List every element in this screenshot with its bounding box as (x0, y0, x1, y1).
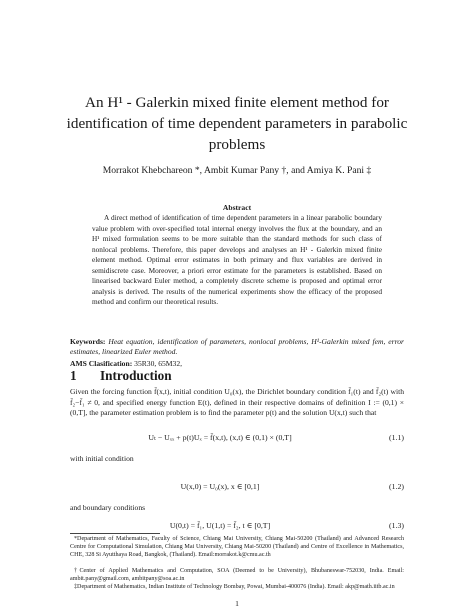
footnote-1: *Department of Mathematics, Faculty of Science, Chiang Mai University, Chiang Mai-50200 (Thailand) and Advanced Research Centre for Computational Simulation, Chiang Mai University, Chiang Mai-50200 (Thailand) and Centre of Excellence in Mathematics, CHE, 328 Si Ayutthaya Road, Bangkok, (Thailand). Email:morrakot.k@cmu.ac.th (70, 536, 404, 558)
intro-paragraph-1: Given the forcing function f̄(x,t), initial condition U₀(x), the Dirichlet boundary condition f̄₁(t) and f̄₂(t) with f̄₂−f̄₁ ≠ 0, and specified energy function E(t), defined in their respective domains of definition I := (0,1) × (0,T], the parameter estimation problem is to find the parameter p(t) and the solution U(x,t) such that (70, 387, 404, 418)
equation-body: U(0,t) = f̄₁, U(1,t) = f̄₂, t ∈ [0,T] (169, 521, 271, 530)
keywords (70, 337, 404, 358)
footnote-2: †Center of Applied Mathematics and Computation, SOA (Deemed to be University), Bhubaneswar-752030, India. Email: ambit.pany@gmail.com, ambitpany@soa.ac.in (70, 568, 404, 582)
equation-1-2 (70, 482, 404, 494)
footnote-3: ‡Department of Mathematics, Indian Institute of Technology Bombay, Powai, Mumbai-400076 (India). Email: akp@math.iitb.ac.in (74, 584, 395, 590)
page-number: 1 (235, 599, 239, 608)
author-list: Morrakot Khebchareon *, Ambit Kumar Pany †, and Amiya K. Pani ‡ (102, 165, 372, 176)
section-heading (70, 368, 172, 384)
title-line-3: problems (208, 136, 266, 153)
paper-title (30, 92, 444, 155)
equation-tag: (1.3) (389, 521, 404, 530)
equation-body: U(x,0) = U₀(x), x ∈ [0,1] (180, 482, 260, 491)
section-number: 1 (70, 368, 77, 383)
ams-classification (70, 359, 404, 368)
title-line-2: identification of time dependent parameters in parabolic (66, 115, 408, 132)
abstract-text: A direct method of identification of time dependent parameters in a linear parabolic boundary value problem with over-specified total internal energy involves the flux at the boundary, and an H¹ mixed formulation seems to be more suitable than the standard methods for such class of nonlocal problems. Therefore, this paper develops and analyses an H¹ - Galerkin mixed finite element method. Optimal error estimates in both primary and flux variables are derived in semidiscrete case. Moreover, a priori error estimate for the parameters is established. Based on linearised backward Euler method, a completely discrete scheme is proposed and optimal error analysis is derived. The results of the numerical experiments show the efficacy of the proposed method and confirm our theoretical results. (92, 213, 382, 306)
title-line-1: An H¹ - Galerkin mixed finite element method for (85, 94, 389, 111)
equation-body: Uₜ − Uₓₓ + p(t)Uₓ = f̄(x,t), (x,t) ∈ (0,1) × (0,T] (148, 433, 292, 442)
equation-tag: (1.2) (389, 482, 404, 491)
equation-tag: (1.1) (389, 433, 404, 442)
intro-paragraph-3: and boundary conditions (70, 503, 146, 512)
footnote-rule (70, 533, 160, 534)
abstract-heading: Abstract (222, 203, 252, 212)
section-title: Introduction (100, 368, 172, 383)
ams-codes: 35R30, 65M32, (134, 359, 183, 368)
equation-1-1 (70, 433, 404, 445)
ams-label: AMS Clasification: (70, 359, 133, 368)
keywords-label: Keywords: (70, 337, 106, 346)
keywords-text: Heat equation, identification of parameters, nonlocal problems, H¹-Galerkin mixed fem, error estimates, linearized Euler method. (70, 337, 404, 357)
equation-1-3 (70, 521, 404, 533)
intro-paragraph-2: with initial condition (70, 454, 134, 463)
